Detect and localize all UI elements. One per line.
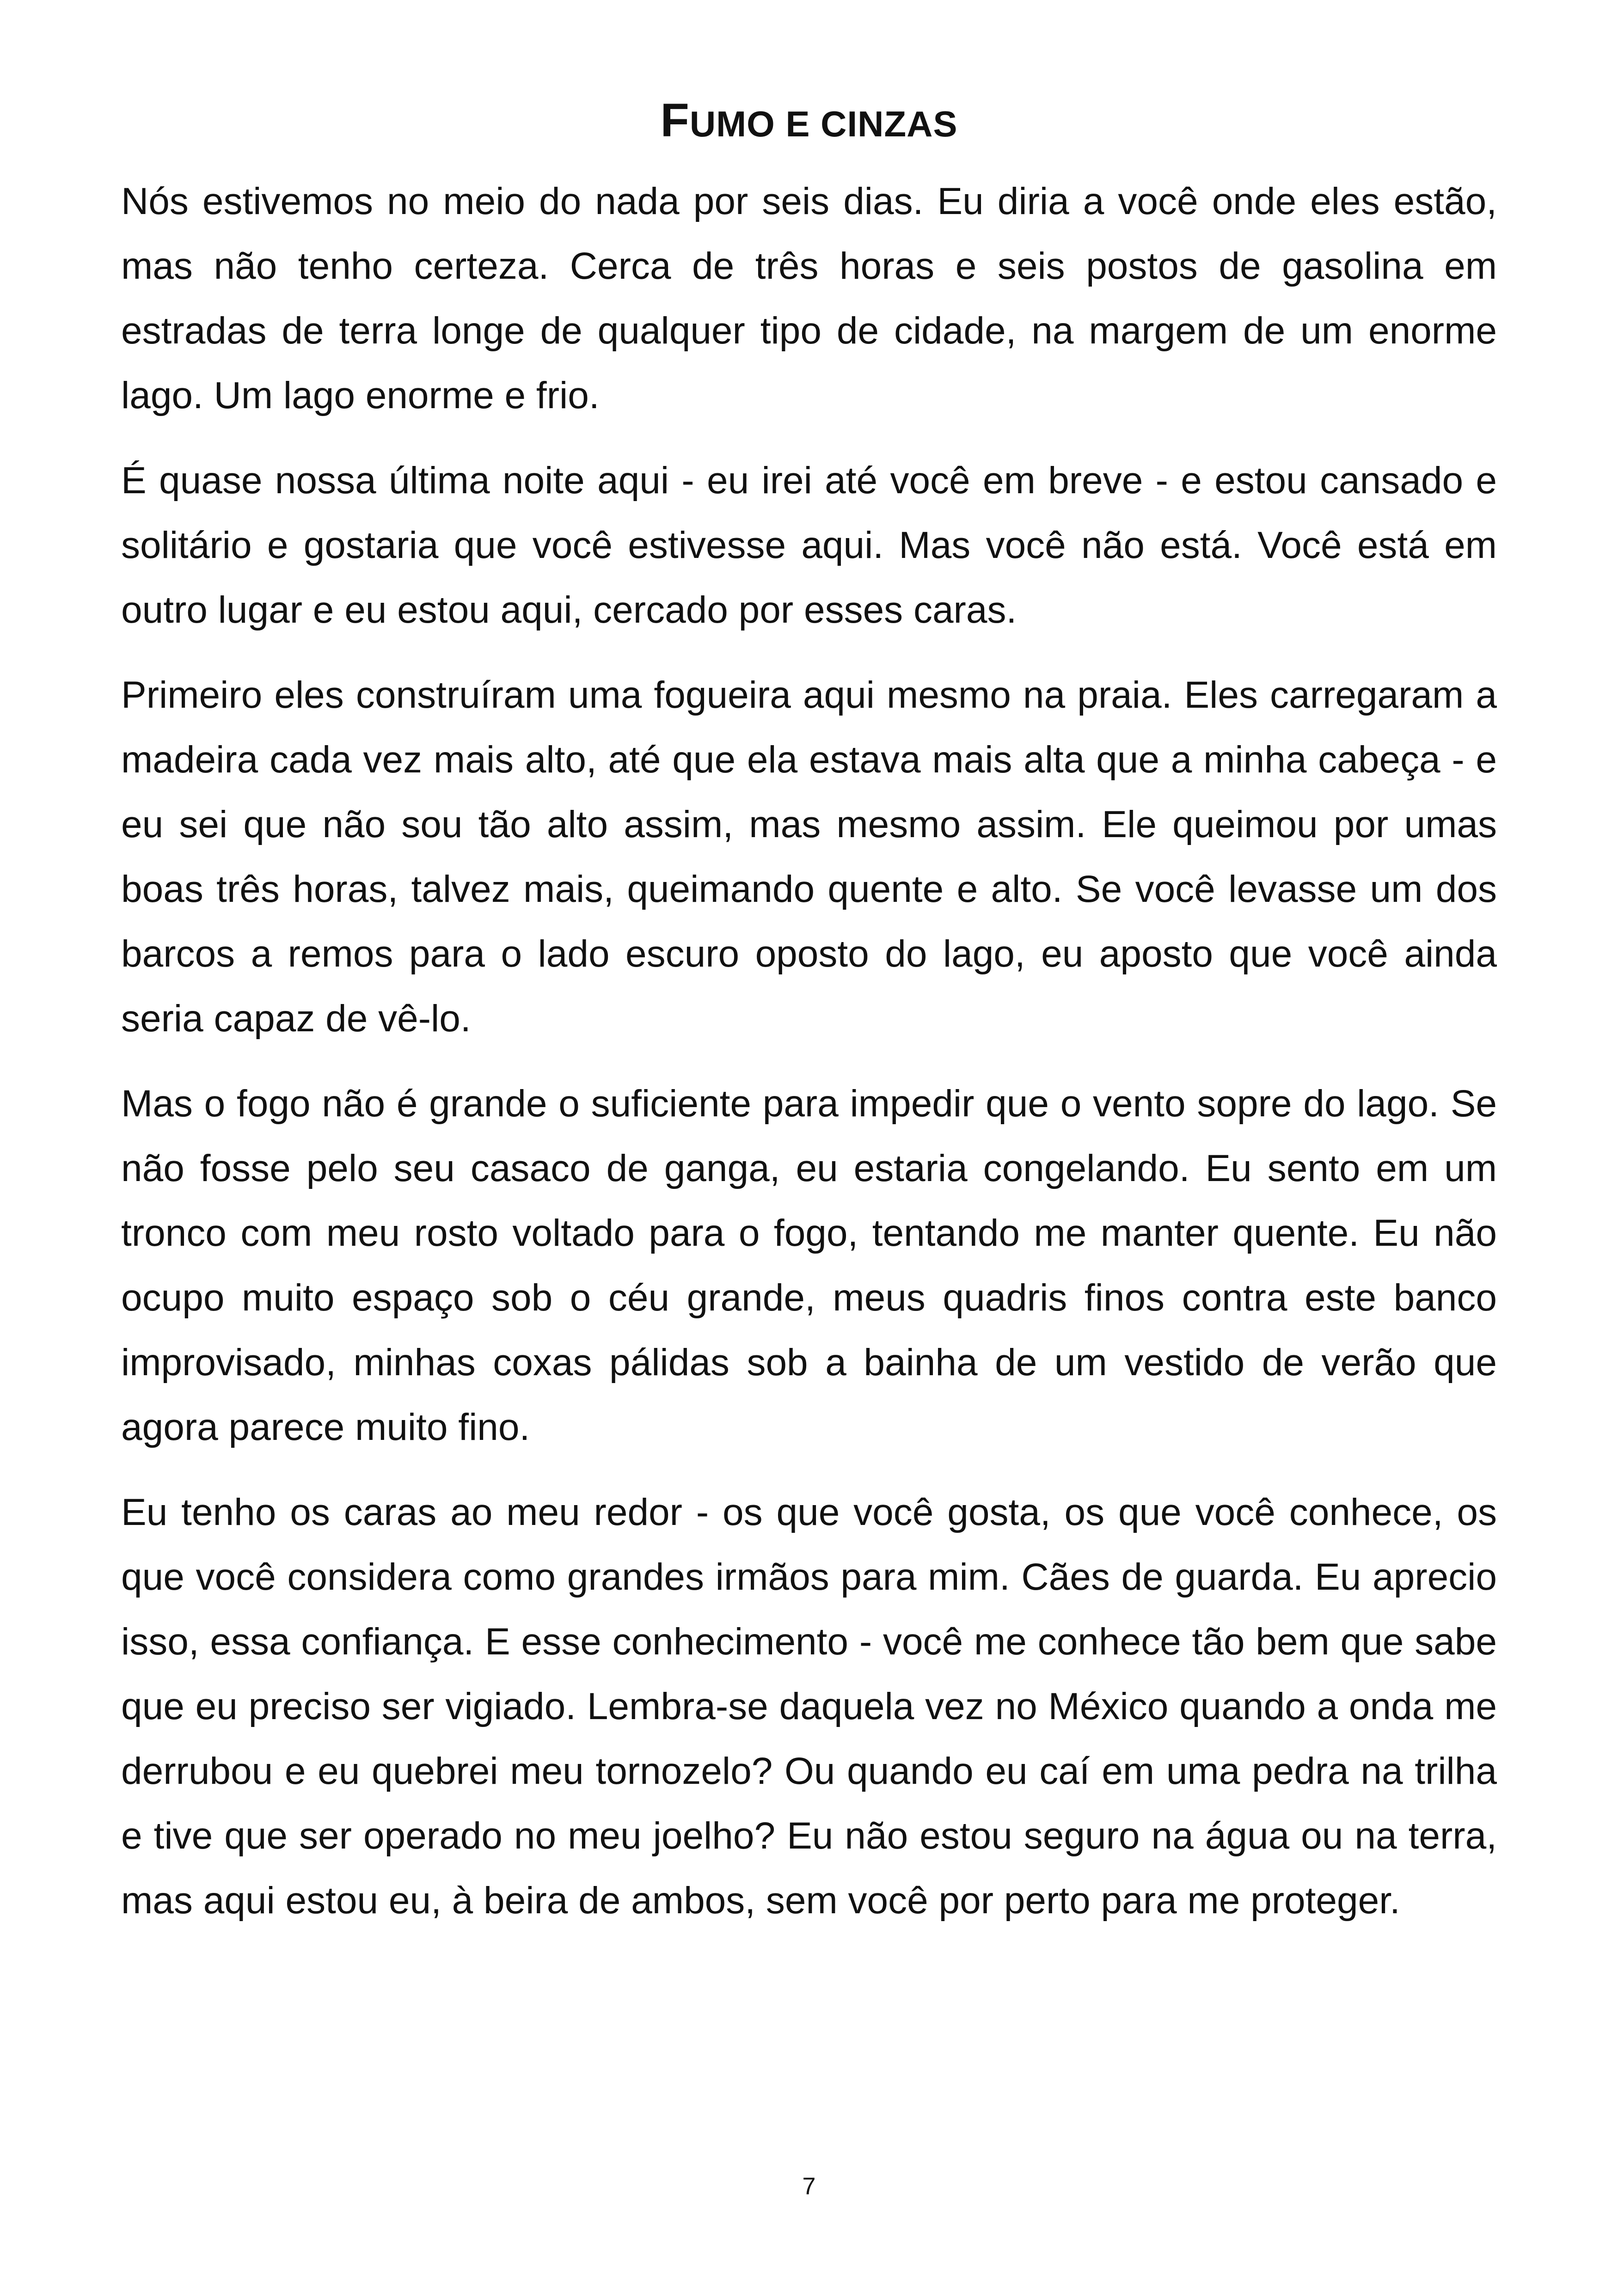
- document-page: [121, 88, 1497, 2196]
- chapter-title: [121, 88, 1497, 156]
- page-number: 7: [802, 2173, 816, 2200]
- body-paragraph-5: Eu tenho os caras ao meu redor - os que você gosta, os que você conhece, os que você considera como grandes irmãos para mim. Cães de guarda. Eu aprecio isso, essa confiança. E esse conhecimento - você me conhece tão bem que sabe que eu preciso ser vigiado. Lembra-se daquela vez no México quando a onda me derrubou e eu quebrei meu tornozelo? Ou quando eu caí em uma pedra na trilha e tive que ser operado no meu joelho? Eu não estou seguro na água ou na terra, mas aqui estou eu, à beira de ambos, sem você por perto para me proteger.: [121, 1491, 1497, 1922]
- body-paragraph-1: Nós estivemos no meio do nada por seis dias. Eu diria a você onde eles estão, mas não tenho certeza. Cerca de três horas e seis postos de gasolina em estradas de terra longe de qualquer tipo de cidade, na margem de um enorme lago. Um lago enorme e frio.: [121, 180, 1497, 416]
- body-paragraph-2: É quase nossa última noite aqui - eu irei até você em breve - e estou cansado e solitário e gostaria que você estivesse aqui. Mas você não está. Você está em outro lugar e eu estou aqui, cercado por esses caras.: [121, 459, 1497, 631]
- body-paragraph-4: Mas o fogo não é grande o suficiente para impedir que o vento sopre do lago. Se não fosse pelo seu casaco de ganga, eu estaria congelando. Eu sento em um tronco com meu rosto voltado para o fogo, tentando me manter quente. Eu não ocupo muito espaço sob o céu grande, meus quadris finos contra este banco improvisado, minhas coxas pálidas sob a bainha de um vestido de verão que agora parece muito fino.: [121, 1083, 1497, 1448]
- chapter-title-initial: F: [660, 94, 690, 147]
- body-paragraph-3: Primeiro eles construíram uma fogueira aqui mesmo na praia. Eles carregaram a madeira cada vez mais alto, até que ela estava mais alta que a minha cabeça - e eu sei que não sou tão alto assim, mas mesmo assim. Ele queimou por umas boas três horas, talvez mais, queimando quente e alto. Se você levasse um dos barcos a remos para o lado escuro oposto do lago, eu aposto que você ainda seria capaz de vê-lo.: [121, 674, 1497, 1040]
- chapter-title-rest: UMO E CINZAS: [689, 104, 958, 144]
